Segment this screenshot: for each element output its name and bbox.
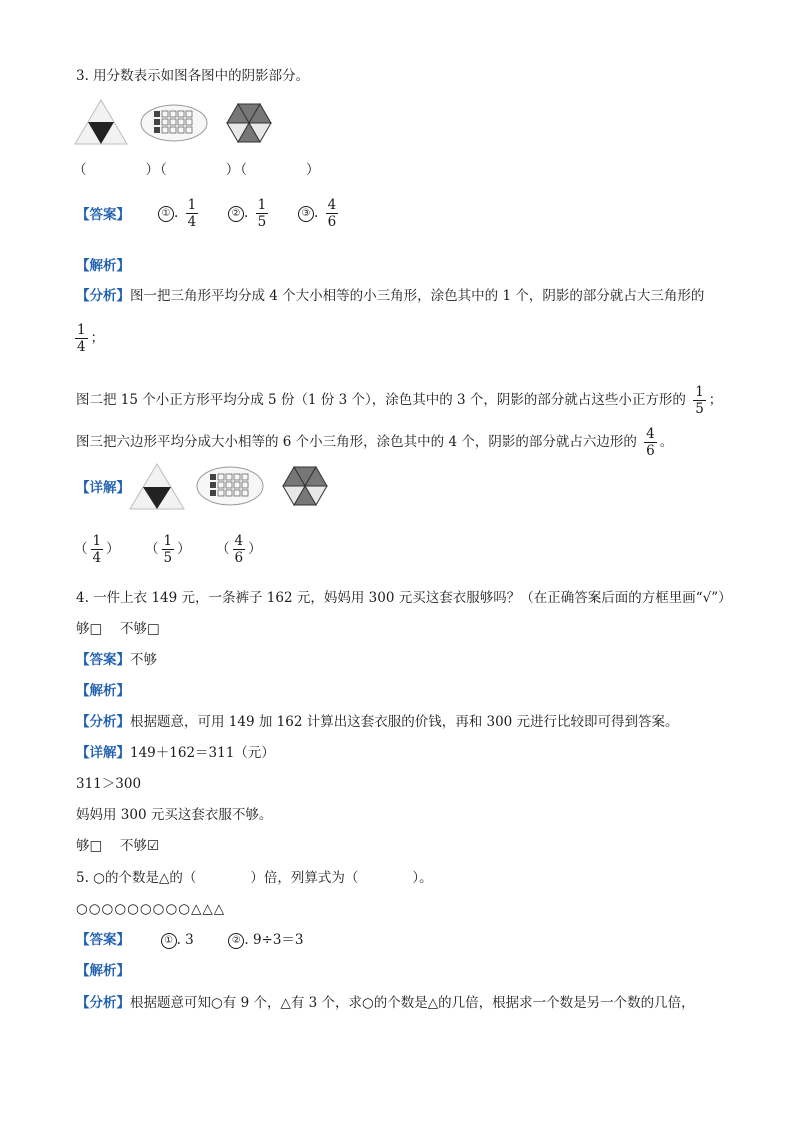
q4-answer: 【答案】不够 (76, 652, 157, 668)
q5-stem: 5. ○的个数是△的（ ）倍，列算式为（ ）。 (76, 870, 433, 886)
q3-fenxi-frac1: $\frac{1}{4}$ ； (77, 322, 105, 355)
q3-fenxi-line2: 图二把 15 个小正方形平均分成 5 份（1 份 3 个），涂色其中的 3 个，阴影的部分就占这些小正方形的 $\frac{1}{5}$ ； (76, 384, 723, 417)
oval-squares-figure (140, 104, 208, 142)
q4-detail-conclusion: 妈妈用 300 元买这套衣服不够。 (76, 807, 273, 823)
q5-answer: 【答案】 ① . 3 ② . 9÷3＝3 (76, 932, 304, 948)
hexagon-figure-detail (282, 463, 328, 509)
q3-detail-tag: 【详解】 (76, 480, 130, 496)
q3-answer-label: 【答案】 (76, 207, 130, 223)
q3-answer-item-2: ② . $\frac{1}{5}$ (228, 197, 271, 230)
q3-fenxi-line1: 【分析】图一把三角形平均分成 4 个大小相等的小三角形，涂色其中的 1 个，阴影的部分就占大三角形的 (76, 288, 705, 304)
q3-answer-item-3: ③ . $\frac{4}{6}$ (298, 197, 341, 230)
q3-analysis-tag: 【解析】 (76, 258, 130, 274)
q5-fenxi: 【分析】根据题意可知○有 9 个，△有 3 个，求○的个数是△的几倍，根据求一个数是另一个数的几倍， (76, 995, 695, 1011)
q5-analysis-tag: 【解析】 (76, 963, 130, 979)
q3-detail-frac-3: （ $\frac{4}{6}$ ） (216, 533, 262, 566)
q3-answer-item-1: ① . $\frac{1}{4}$ (158, 197, 201, 230)
q4-options: 够□ 不够□ (76, 621, 160, 637)
q4-detail: 【详解】149＋162＝311（元） (76, 745, 275, 761)
q4-fenxi: 【分析】根据题意，可用 149 加 162 计算出这套衣服的价钱，再和 300 元进行比较即可得到答案。 (76, 714, 679, 730)
triangle-figure (73, 98, 129, 148)
q3-detail-frac-1: （ $\frac{1}{4}$ ） (74, 533, 120, 566)
q4-detail-compare: 311＞300 (76, 776, 142, 792)
q3-fenxi-tag: 【分析】 (76, 288, 130, 304)
q3-detail-frac-2: （ $\frac{1}{5}$ ） (145, 533, 191, 566)
triangle-figure-detail (128, 462, 186, 512)
oval-squares-figure-detail (196, 466, 264, 506)
q5-shapes: ○○○○○○○○○△△△ (76, 901, 226, 917)
q4-final-options: 够□ 不够☑ (76, 838, 160, 854)
q4-stem: 4. 一件上衣 149 元，一条裤子 162 元，妈妈用 300 元买这套衣服够吗？（在正确答案后面的方框里画“√”） (76, 590, 732, 606)
q3-blanks: （ ）（ ）（ ） (73, 162, 321, 178)
q3-stem: 3. 用分数表示如图各图中的阴影部分。 (76, 68, 310, 84)
hexagon-figure (226, 100, 272, 146)
q3-fenxi-line3: 图三把六边形平均分成大小相等的 6 个小三角形，涂色其中的 4 个，阴影的部分就占六边形的 $\frac{4}{6}$ 。 (76, 426, 674, 459)
q4-analysis-tag: 【解析】 (76, 683, 130, 699)
